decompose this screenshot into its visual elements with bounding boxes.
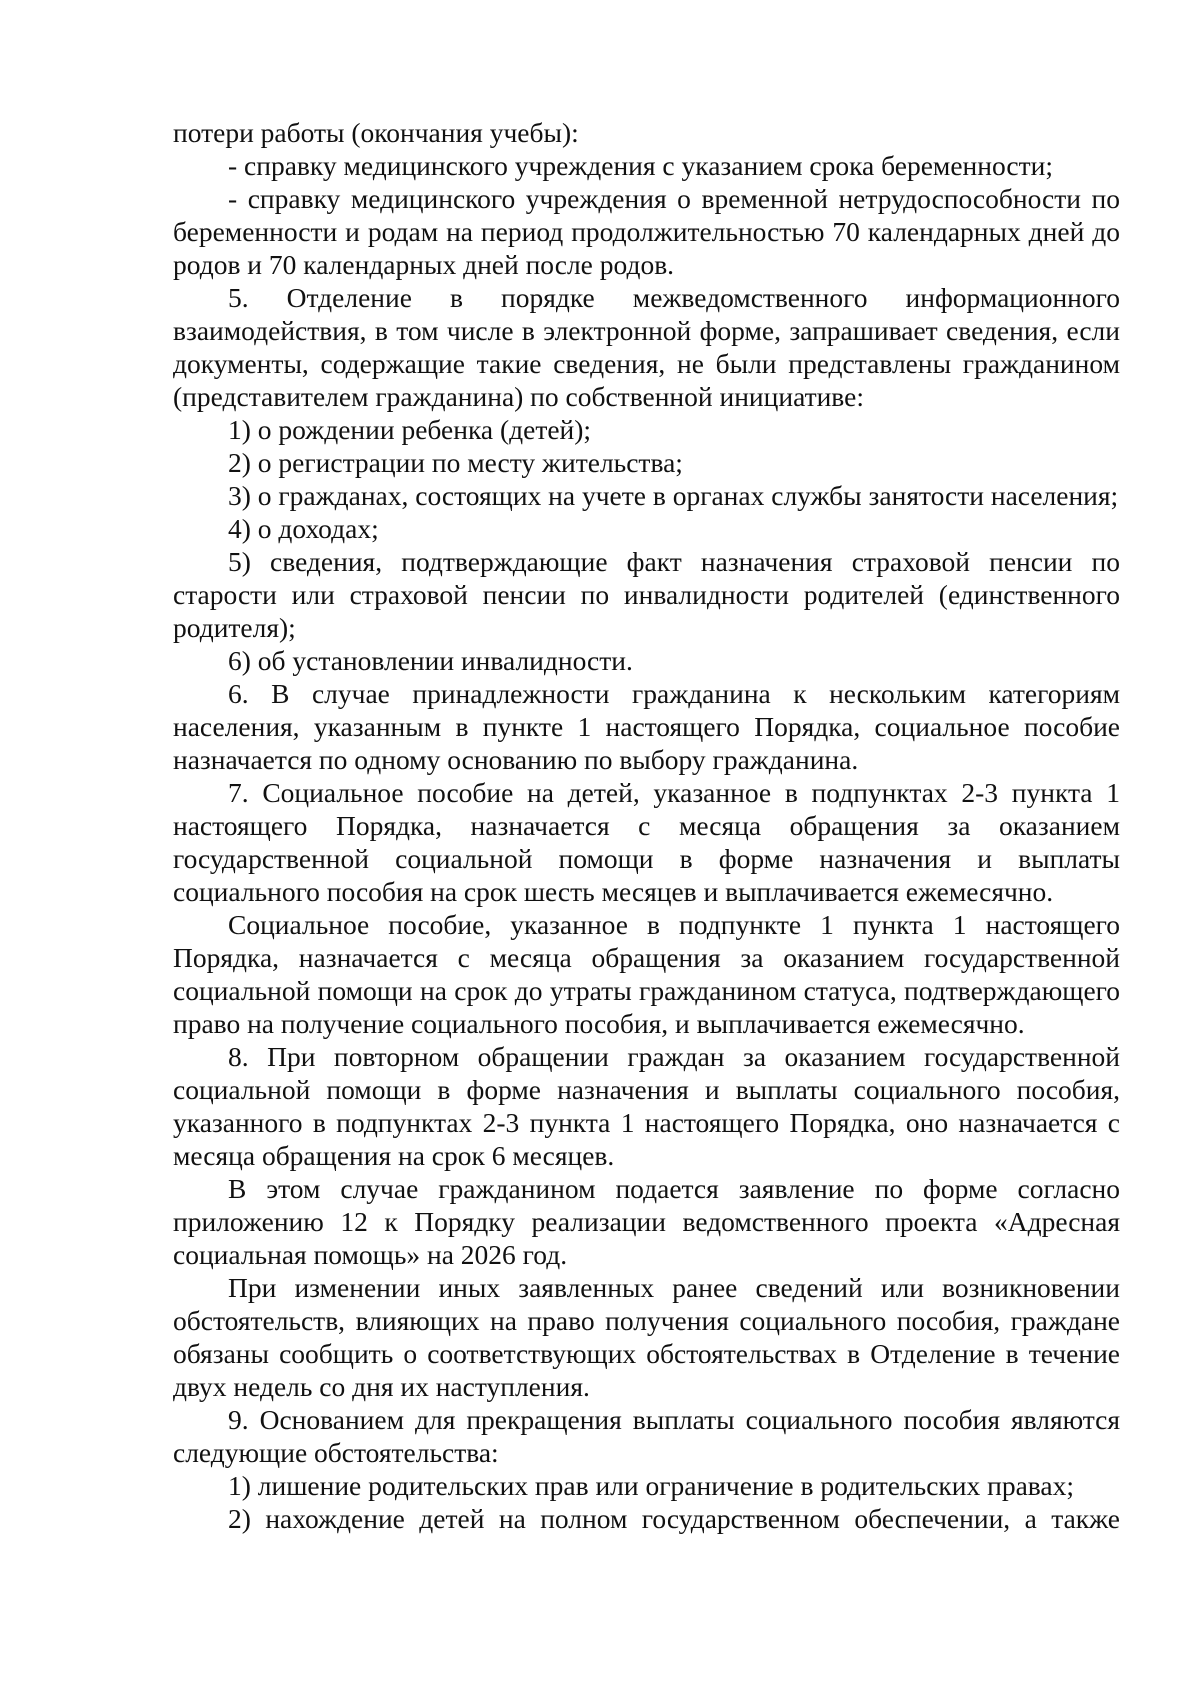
paragraph-item-8: 8. При повторном обращении граждан за оказанием государственной социальной помощи в форме назначения и выплаты социального пособия, указанного в подпунктах 2-3 пункта 1 настоящего Порядка, оно назначается с месяца обращения на срок 6 месяцев. [173, 1041, 1120, 1171]
paragraph-item-8-b: В этом случае гражданином подается заявление по форме согласно приложению 12 к Порядку реализации ведомственного проекта «Адресная социальная помощь» на 2026 год. [173, 1173, 1120, 1270]
document-page [173, 116, 1120, 1535]
paragraph-item-7-b: Социальное пособие, указанное в подпункте 1 пункта 1 настоящего Порядка, назначается с месяца обращения за оказанием государственной социальной помощи на срок до утраты гражданином статуса, подтверждающего право на получение социального пособия, и выплачивается ежемесячно. [173, 909, 1120, 1039]
paragraph-item-5-2: 2) о регистрации по месту жительства; [228, 447, 683, 478]
paragraph-item-5-1: 1) о рождении ребенка (детей); [228, 414, 592, 445]
paragraph-item-9: 9. Основанием для прекращения выплаты социального пособия являются следующие обстоятельства: [173, 1404, 1120, 1468]
paragraph-item-5: 5. Отделение в порядке межведомственного информационного взаимодействия, в том числе в электронной форме, запрашивает сведения, если документы, содержащие такие сведения, не были представлены гражданином (представителем гражданина) по собственной инициативе: [173, 282, 1120, 412]
paragraph-item-5-4: 4) о доходах; [228, 513, 379, 544]
paragraph-item-9-2: 2) нахождение детей на полном государственном обеспечении, а также [228, 1503, 1120, 1534]
paragraph-item-5-3: 3) о гражданах, состоящих на учете в органах службы занятости населения; [228, 480, 1119, 511]
paragraph-item-8-c: При изменении иных заявленных ранее сведений или возникновении обстоятельств, влияющих на право получения социального пособия, граждане обязаны сообщить о соответствующих обстоятельствах в Отделение в течение двух недель со дня их наступления. [173, 1272, 1120, 1402]
paragraph-item-5-6: 6) об установлении инвалидности. [228, 645, 633, 676]
paragraph-disability-certificate: - справку медицинского учреждения о временной нетрудоспособности по беременности и родам на период продолжительностью 70 календарных дней до родов и 70 календарных дней после родов. [173, 183, 1120, 280]
paragraph-item-7: 7. Социальное пособие на детей, указанное в подпунктах 2-3 пункта 1 настоящего Порядка, назначается с месяца обращения за оказанием государственной социальной помощи в форме назначения и выплаты социального пособия на срок шесть месяцев и выплачивается ежемесячно. [173, 777, 1120, 907]
paragraph-item-6: 6. В случае принадлежности гражданина к нескольким категориям населения, указанным в пункте 1 настоящего Порядка, социальное пособие назначается по одному основанию по выбору гражданина. [173, 678, 1120, 775]
paragraph-item-5-5: 5) сведения, подтверждающие факт назначения страховой пенсии по старости или страховой пенсии по инвалидности родителей (единственного родителя); [173, 546, 1120, 643]
paragraph-pregnancy-certificate: - справку медицинского учреждения с указанием срока беременности; [228, 150, 1053, 181]
paragraph-continuation: потери работы (окончания учебы): [173, 117, 579, 148]
paragraph-item-9-1: 1) лишение родительских прав или ограничение в родительских правах; [228, 1470, 1075, 1501]
